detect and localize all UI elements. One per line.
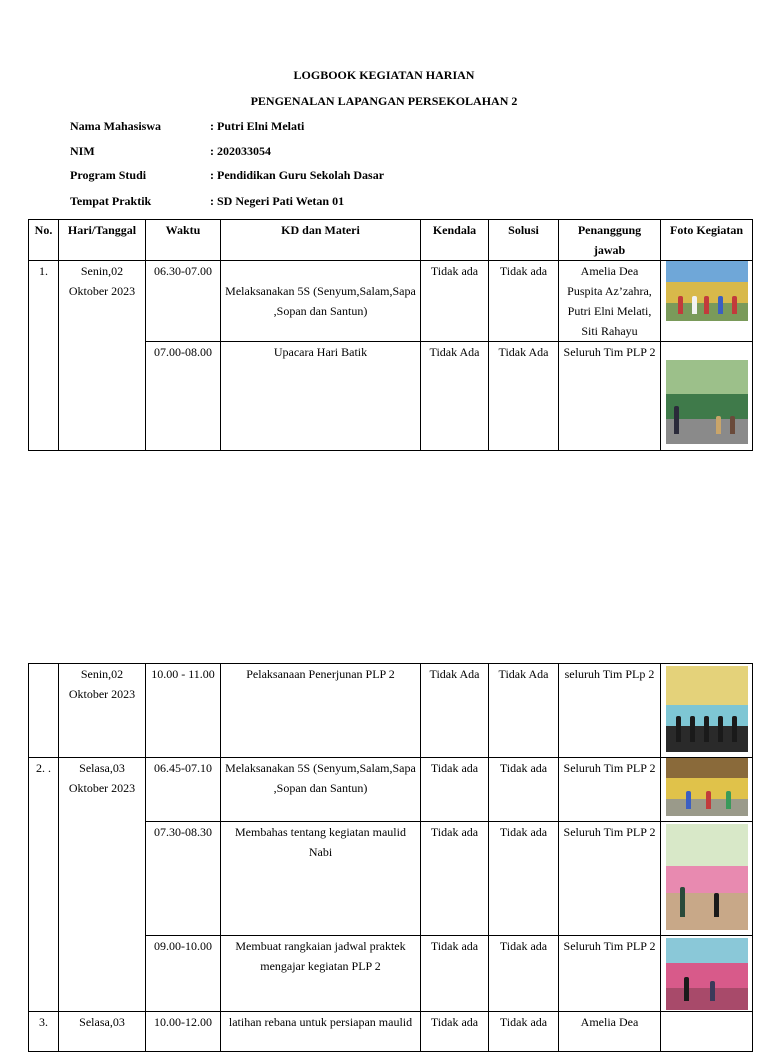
cell-time: 07.00-08.00 <box>146 342 221 451</box>
logbook-table-1 <box>28 219 753 451</box>
cell-pj: Seluruh Tim PLP 2 <box>559 822 661 936</box>
table-row <box>29 1012 753 1052</box>
cell-kendala: Tidak ada <box>421 936 489 1012</box>
cell-pj: Amelia Dea Puspita Az’zahra, Putri Elni Melati, Siti Rahayu <box>559 261 661 342</box>
cell-kendala: Tidak ada <box>421 758 489 822</box>
col-header-kendala: Kendala <box>421 220 489 261</box>
info-label-tempat: Tempat Praktik <box>70 194 152 208</box>
cell-time: 07.30-08.30 <box>146 822 221 936</box>
cell-kendala: Tidak ada <box>421 261 489 342</box>
activity-photo <box>666 938 748 1010</box>
cell-photo <box>661 342 753 451</box>
activity-photo <box>666 666 748 752</box>
info-label-prodi: Program Studi <box>70 168 147 182</box>
cell-solusi: Tidak ada <box>489 936 559 1012</box>
cell-pj: Seluruh Tim PLP 2 <box>559 936 661 1012</box>
cell-kendala: Tidak Ada <box>421 342 489 451</box>
cell-materi: Membahas tentang kegiatan maulid Nabi <box>221 822 421 936</box>
cell-solusi: Tidak ada <box>489 1012 559 1052</box>
cell-photo <box>661 936 753 1012</box>
table-row <box>29 261 753 342</box>
title-plp: PENGENALAN LAPANGAN PERSEKOLAHAN 2 <box>250 94 518 108</box>
cell-materi: Pelaksanaan Penerjunan PLP 2 <box>221 664 421 758</box>
cell-solusi: Tidak ada <box>489 822 559 936</box>
cell-kendala: Tidak ada <box>421 822 489 936</box>
info-value-tempat: : SD Negeri Pati Wetan 01 <box>210 194 345 208</box>
info-value-nama: : Putri Elni Melati <box>210 119 305 133</box>
table-row <box>29 664 753 758</box>
cell-pj: Seluruh Tim PLP 2 <box>559 758 661 822</box>
cell-kendala: Tidak Ada <box>421 664 489 758</box>
cell-time: 09.00-10.00 <box>146 936 221 1012</box>
col-header-materi: KD dan Materi <box>221 220 421 261</box>
cell-date: Selasa,03 <box>59 1012 146 1052</box>
info-label-nama: Nama Mahasiswa <box>70 119 162 133</box>
cell-date: Senin,02 Oktober 2023 <box>59 261 146 451</box>
info-value-prodi: : Pendidikan Guru Sekolah Dasar <box>210 168 385 182</box>
title-logbook: LOGBOOK KEGIATAN HARIAN <box>293 68 475 82</box>
cell-materi: Upacara Hari Batik <box>221 342 421 451</box>
table-header-row <box>29 220 753 261</box>
cell-date: Senin,02 Oktober 2023 <box>59 664 146 758</box>
info-value-nim: : 202033054 <box>210 144 271 158</box>
cell-materi: latihan rebana untuk persiapan maulid <box>221 1012 421 1052</box>
cell-photo <box>661 1012 753 1052</box>
cell-time: 06.45-07.10 <box>146 758 221 822</box>
cell-pj: Amelia Dea <box>559 1012 661 1052</box>
cell-no: 1. <box>29 261 59 451</box>
cell-time: 10.00-12.00 <box>146 1012 221 1052</box>
logbook-table-2 <box>28 663 753 1052</box>
cell-kendala: Tidak ada <box>421 1012 489 1052</box>
activity-photo <box>666 261 748 321</box>
cell-materi: Melaksanakan 5S (Senyum,Salam,Sapa ,Sopan dan Santun) <box>221 758 421 822</box>
cell-photo <box>661 261 753 342</box>
activity-photo <box>666 360 748 444</box>
cell-solusi: Tidak ada <box>489 758 559 822</box>
cell-pj: Seluruh Tim PLP 2 <box>559 342 661 451</box>
cell-photo <box>661 664 753 758</box>
cell-no: 3. <box>29 1012 59 1052</box>
activity-photo <box>666 824 748 930</box>
cell-materi: Membuat rangkaian jadwal praktek mengajar kegiatan PLP 2 <box>221 936 421 1012</box>
info-label-nim: NIM <box>70 144 95 158</box>
cell-time: 10.00 - 11.00 <box>146 664 221 758</box>
col-header-solusi: Solusi <box>489 220 559 261</box>
cell-materi: Melaksanakan 5S (Senyum,Salam,Sapa ,Sopan dan Santun) <box>221 261 421 342</box>
cell-solusi: Tidak Ada <box>489 342 559 451</box>
activity-photo <box>666 758 748 816</box>
cell-pj: seluruh Tim PLp 2 <box>559 664 661 758</box>
cell-photo <box>661 822 753 936</box>
cell-date: Selasa,03 Oktober 2023 <box>59 758 146 1012</box>
cell-solusi: Tidak Ada <box>489 664 559 758</box>
col-header-pj: Penanggung jawab <box>559 220 661 261</box>
cell-photo <box>661 758 753 822</box>
cell-no: 2. . <box>29 758 59 1012</box>
cell-no <box>29 664 59 758</box>
col-header-time: Waktu <box>146 220 221 261</box>
cell-time: 06.30-07.00 <box>146 261 221 342</box>
table-row <box>29 758 753 822</box>
cell-solusi: Tidak ada <box>489 261 559 342</box>
col-header-foto: Foto Kegiatan <box>661 220 753 261</box>
col-header-no: No. <box>29 220 59 261</box>
col-header-date: Hari/Tanggal <box>59 220 146 261</box>
